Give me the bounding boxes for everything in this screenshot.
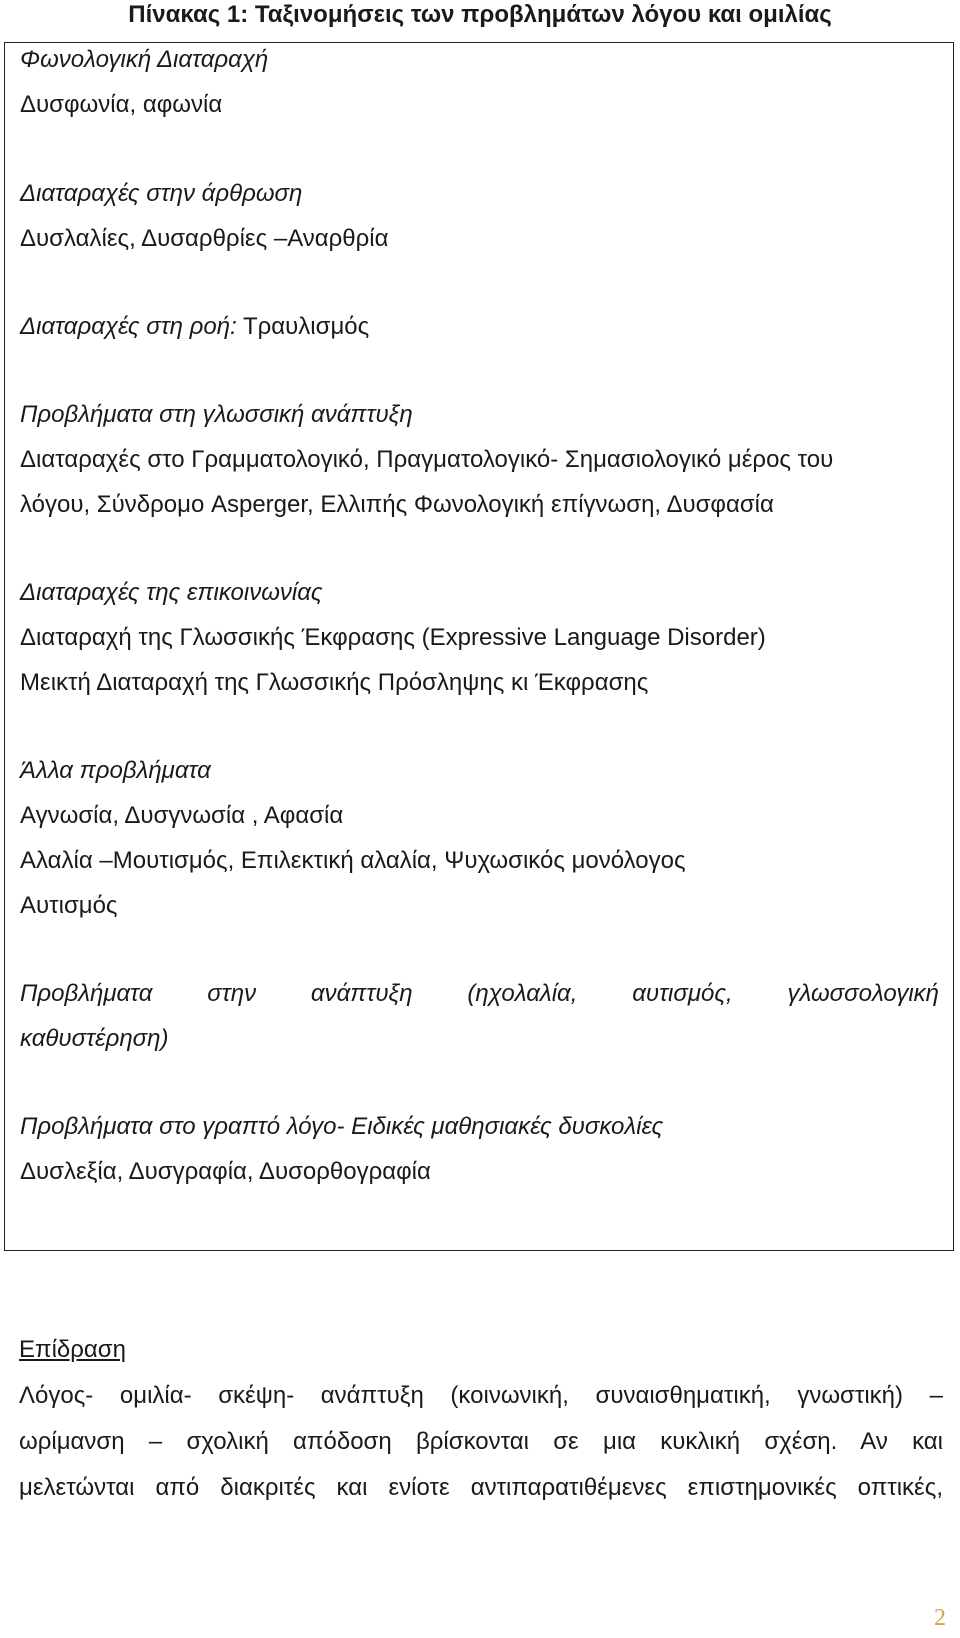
communication-item-2: Μεικτή Διαταραχή της Γλωσσικής Πρόσληψης κι Έκφρασης [20,669,649,696]
articulation-items: Δυσλαλίες, Δυσαρθρίες –Αναρθρία [20,225,389,252]
page-number: 2 [934,1605,946,1631]
development-line-2: καθυστέρηση) [20,1025,169,1052]
communication-heading: Διαταραχές της επικοινωνίας [20,579,323,606]
classification-table [4,42,954,1251]
written-items: Δυσλεξία, Δυσγραφία, Δυσορθογραφία [20,1158,431,1185]
phonological-items: Δυσφωνία, αφωνία [20,91,223,118]
articulation-heading: Διαταραχές στην άρθρωση [20,180,303,207]
other-heading: Άλλα προβλήματα [20,757,211,784]
effect-section [19,1335,943,1511]
development-line-1: Προβλήματα στην ανάπτυξη (ηχολαλία, αυτισμός, γλωσσολογική [20,980,939,1007]
other-item-3: Αυτισμός [20,892,118,919]
language-items-line1: Διαταραχές στο Γραμματολογικό, Πραγματολογικό- Σημασιολογικό μέρος του [20,446,834,473]
phonological-heading: Φωνολογική Διαταραχή [20,46,269,73]
written-heading: Προβλήματα στο γραπτό λόγο- Ειδικές μαθησιακές δυσκολίες [20,1113,664,1140]
fluency-heading: Διαταραχές στη ροή: [20,313,237,340]
section-heading: Επίδραση [19,1336,126,1363]
other-item-1: Αγνωσία, Δυσγνωσία , Αφασία [20,802,344,829]
language-heading: Προβλήματα στη γλωσσική ανάπτυξη [20,401,413,428]
table-title: Πίνακας 1: Ταξινομήσεις των προβλημάτων λόγου και ομιλίας [128,1,832,28]
fluency-item: Τραυλισμός [236,313,370,340]
paragraph-line-3: μελετώνται από διακριτές και ενίοτε αντιπαρατιθέμενες επιστημονικές οπτικές, [19,1474,943,1501]
language-items-line2: λόγου, Σύνδρομο Asperger, Ελλιπής Φωνολογική επίγνωση, Δυσφασία [20,491,774,518]
paragraph-line-2: ωρίμανση – σχολική απόδοση βρίσκονται σε μια κυκλική σχέση. Αν και [19,1428,943,1455]
other-item-2: Αλαλία –Μουτισμός, Επιλεκτική αλαλία, Ψυχωσικός μονόλογος [20,847,686,874]
paragraph-line-1: Λόγος- ομιλία- σκέψη- ανάπτυξη (κοινωνική, συναισθηματική, γνωστική) – [19,1382,943,1409]
fluency-row [20,312,369,342]
communication-item-1: Διαταραχή της Γλωσσικής Έκφρασης (Expressive Language Disorder) [20,624,766,651]
